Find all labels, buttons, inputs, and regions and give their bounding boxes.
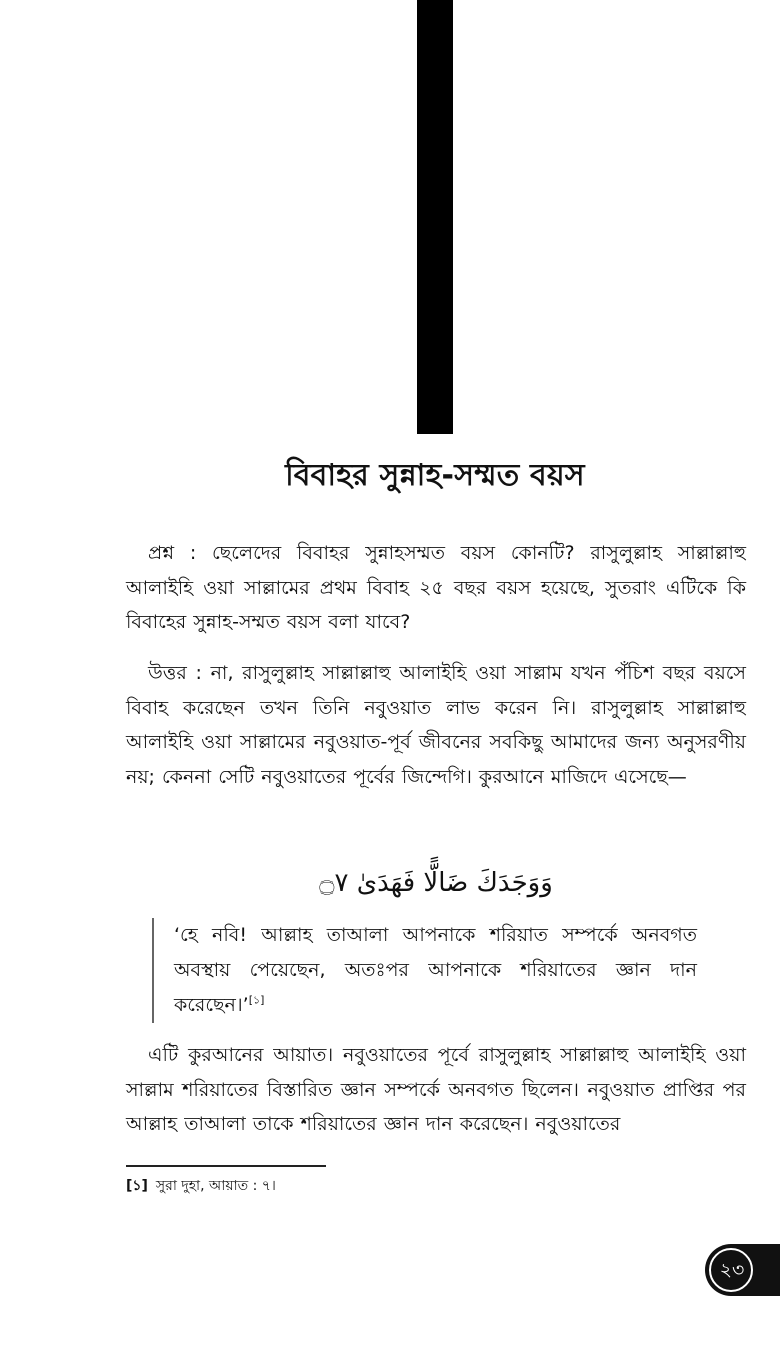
footnote-reference[interactable]: [১] [248,993,265,1007]
chapter-title: বিবাহর সুন্নাহ-সম্মত বয়স [285,458,585,493]
continuation-paragraph: এটি কুরআনের আয়াত। নবুওয়াতের পূর্বে রাসুলুল্লাহ সাল্লাল্লাহু আলাইহি ওয়া সাল্লাম শরিয়াতের বিস্তারিত জ্ঞান সম্পর্কে অনবগত ছিলেন। নবুওয়াত প্রাপ্তির পর আল্লাহ তাআলা তাকে শরিয়াতের জ্ঞান দান করেছেন। নবুওয়াতের [126,1044,746,1135]
quran-verse-arabic: وَوَجَدَكَ ضَالًّا فَهَدَىٰ ۝٧ [319,868,553,898]
footnote-divider [126,1165,326,1167]
page-number-tab [705,1244,780,1296]
question-paragraph: প্রশ্ন : ছেলেদের বিবাহর সুন্নাহসম্মত বয়স কোনটি? রাসুলুল্লাহ সাল্লাল্লাহু আলাইহি ওয়া সাল্লামের প্রথম বিবাহ ২৫ বছর বয়স হয়েছে, সুতরাং এটিকে কি বিবাহের সুন্নাহ-সম্মত বয়স বলা যাবে? [126,542,746,633]
footnote-text: সুরা দুহা, আয়াত : ৭। [155,1178,276,1194]
footnote-marker: [১] [126,1178,148,1194]
page-number: ২৩ [719,1259,745,1281]
verse-translation-quote [152,918,697,1023]
footnote [126,1175,626,1197]
verse-translation: ‘হে নবি! আল্লাহ তাআলা আপনাকে শরিয়াত সম্পর্কে অনবগত অবস্থায় পেয়েছেন, অতঃপর আপনাকে শরিয়াতের জ্ঞান দান করেছেন।’ [174,924,697,1016]
answer-paragraph: উত্তর : না, রাসুলুল্লাহ সাল্লাল্লাহু আলাইহি ওয়া সাল্লাম যখন পঁচিশ বছর বয়সে বিবাহ করেছেন তখন তিনি নবুওয়াত লাভ করেন নি। রাসুলুল্লাহ সাল্লাল্লাহু আলাইহি ওয়া সাল্লামের নবুওয়াত-পূর্ব জীবনের সবকিছু আমাদের জন্য অনুসরণীয় নয়; কেননা সেটি নবুওয়াতের পূর্বের জিন্দেগি। কুরআনে মাজিদে এসেছে— [126,662,746,788]
verse-translation-text [174,918,697,1023]
chapter-divider-bar [417,0,453,434]
